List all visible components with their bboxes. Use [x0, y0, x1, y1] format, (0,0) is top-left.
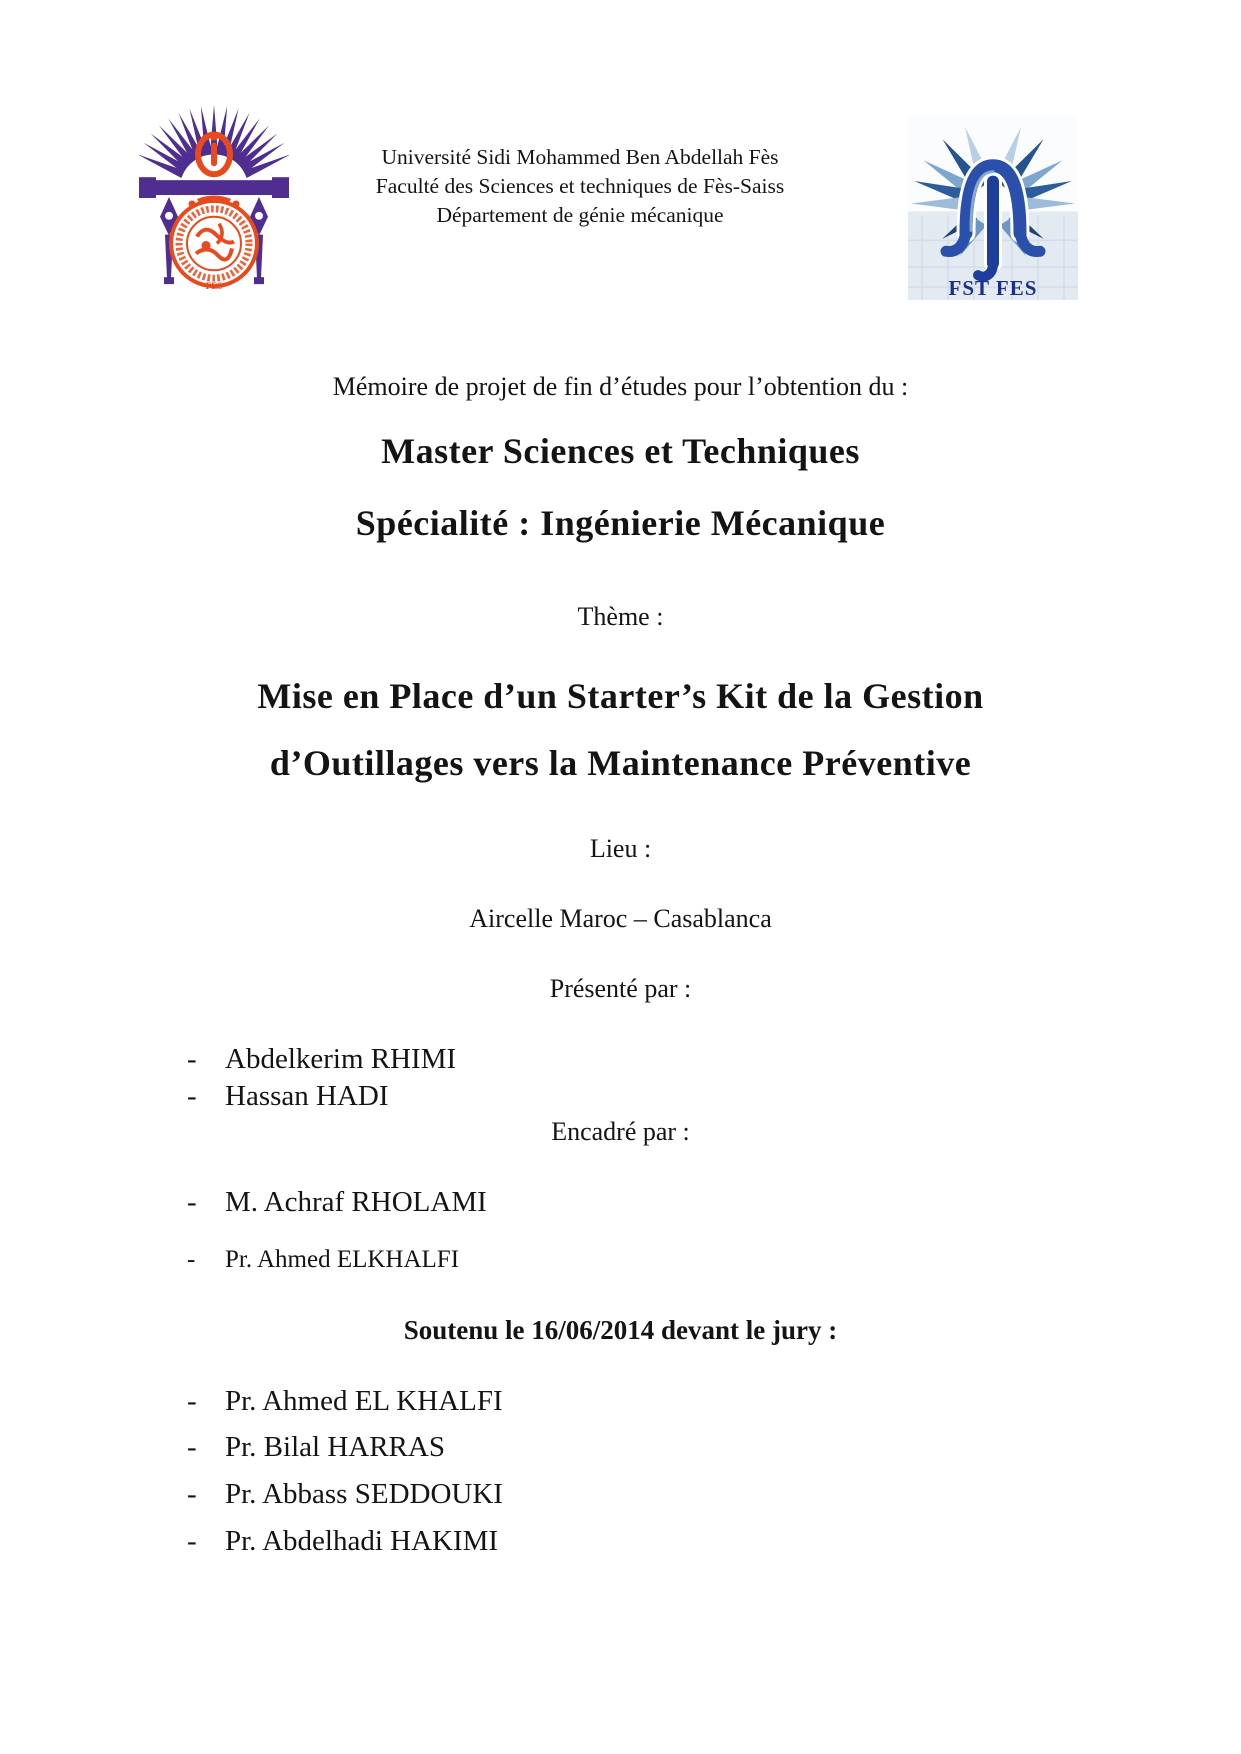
list-dash: - [187, 1431, 197, 1463]
jury-item [187, 1525, 498, 1558]
author-item [187, 1043, 456, 1076]
presented-by-label: Présenté par : [549, 974, 692, 1003]
emblem-bar [139, 177, 289, 198]
author-item [187, 1080, 389, 1113]
supervisor-item [187, 1246, 459, 1274]
location-value: Aircelle Maroc – Casablanca [469, 904, 772, 933]
emblem-ray-fan [139, 105, 289, 178]
university-name: Université Sidi Mohammed Ben Abdellah Fès [381, 145, 779, 169]
fst-fes-logo [908, 116, 1078, 300]
list-dash: - [187, 1385, 197, 1417]
fst-fes-logo-text: FST FES [948, 276, 1038, 300]
theme-label: Thème : [577, 602, 664, 631]
faculty-name: Faculté des Sciences et techniques de Fès-Saiss [375, 174, 785, 198]
list-dash: - [187, 1186, 197, 1218]
supervisor-name: M. Achraf RHOLAMI [225, 1186, 487, 1218]
jury-member-name: Pr. Bilal HARRAS [225, 1431, 445, 1463]
jury-member-name: Pr. Abdelhadi HAKIMI [225, 1525, 499, 1557]
location-label: Lieu : [589, 834, 652, 863]
usmba-emblem-logo [139, 97, 289, 295]
list-dash: - [187, 1525, 197, 1557]
institution-header [300, 143, 860, 230]
list-dash: - [187, 1043, 197, 1075]
supervised-by-label: Encadré par : [551, 1117, 690, 1146]
jury-item [187, 1478, 503, 1511]
degree-specialty: Spécialité : Ingénierie Mécanique [355, 503, 886, 543]
author-name: Abdelkerim RHIMI [225, 1043, 457, 1075]
jury-item [187, 1431, 445, 1464]
supervisor-item [187, 1186, 487, 1219]
emblem-fes-text: FES [205, 281, 223, 292]
author-name: Hassan HADI [225, 1080, 389, 1112]
department-name: Département de génie mécanique [436, 203, 724, 227]
jury-item [187, 1385, 503, 1418]
degree-title: Master Sciences et Techniques [381, 431, 860, 471]
theme-title-line1: Mise en Place d’un Starter’s Kit de la Gestion [257, 676, 984, 716]
emblem-medallion [171, 201, 257, 291]
theme-title-line2: d’Outillages vers la Maintenance Préventive [269, 743, 972, 783]
list-dash: - [187, 1478, 197, 1510]
defense-statement: Soutenu le 16/06/2014 devant le jury : [403, 1315, 838, 1345]
list-dash: - [187, 1080, 197, 1112]
supervisor-name: Pr. Ahmed ELKHALFI [225, 1246, 460, 1273]
jury-member-name: Pr. Abbass SEDDOUKI [225, 1478, 503, 1510]
degree-intro: Mémoire de projet de fin d’études pour l’obtention du : [332, 372, 909, 401]
jury-member-name: Pr. Ahmed EL KHALFI [225, 1385, 503, 1417]
list-dash: - [187, 1246, 196, 1273]
